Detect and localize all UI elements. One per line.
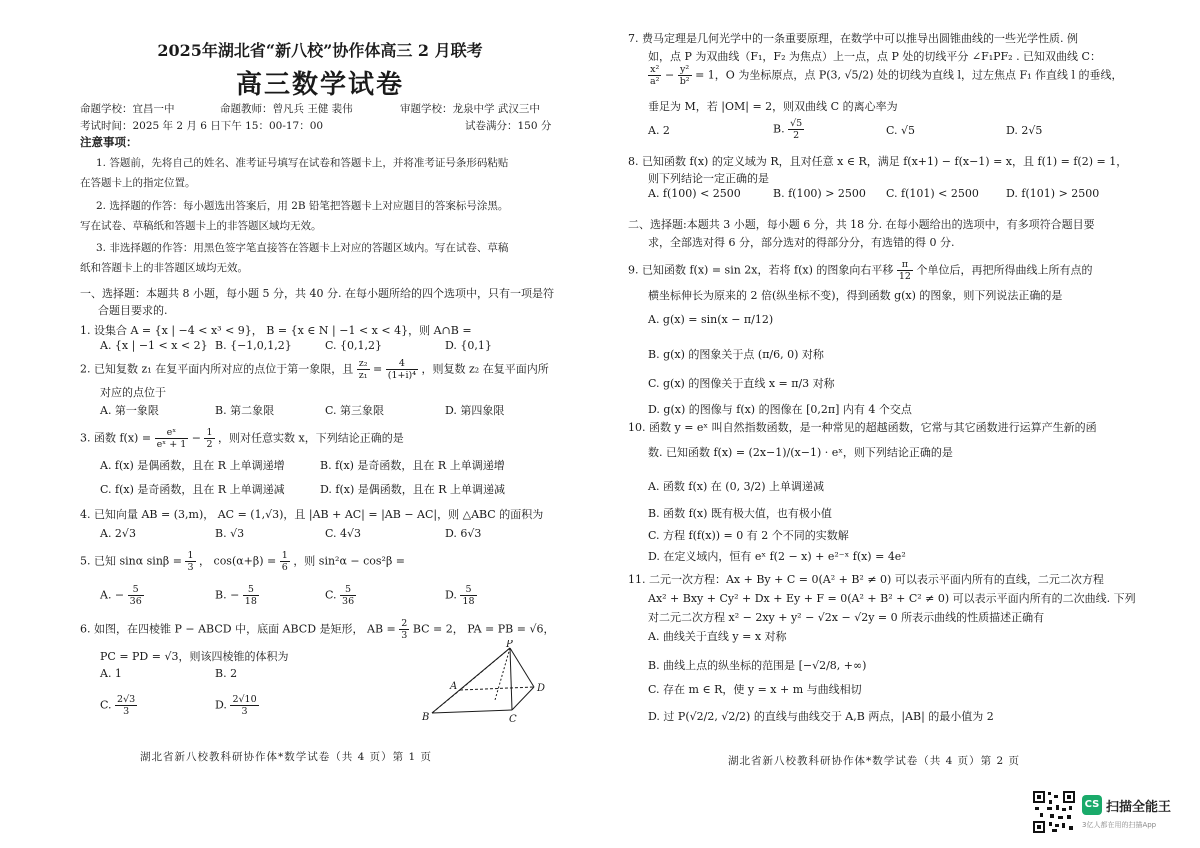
q6-stem-cont: PC = PD = √3，则该四棱锥的体积为: [100, 650, 289, 663]
note-1a: 1. 答题前，先将自己的姓名、准考证号填写在试卷和答题卡上，并将准考证号条形码粘贴: [96, 157, 509, 169]
q5-option-c: C. $\frac{5}{36}$: [325, 584, 355, 607]
q2-option-d: D. 第四象限: [445, 404, 505, 417]
scanner-app-tagline: 3亿人都在用的扫描App: [1082, 821, 1157, 829]
q6-option-a: A. 1: [100, 667, 122, 680]
q8-line1: 8. 已知函数 f(x) 的定义域为 R，且对任意 x ∈ R，满足 f(x+1) − f(x−1) = x，且 f(1) = f(2) = 1，: [628, 155, 1128, 168]
note-3b: 纸和答题卡上的非答题区域均无效。: [80, 262, 248, 274]
note-1b: 在答题卡上的指定位置。: [80, 177, 196, 189]
q3-option-d: D. f(x) 是偶函数，且在 R 上单调递减: [320, 483, 506, 496]
q4-option-d: D. 6√3: [445, 527, 482, 540]
q10-option-c: C. 方程 f(f(x)) = 0 有 2 个不同的实数解: [648, 529, 849, 542]
q2-stem: 2. 已知复数 z₁ 在复平面内所对应的点位于第一象限，且 $\frac{\text{z₂}}{\text{z₁}}$ = $\frac{4}{\text{(1+i)⁴}}$ ，则复数 z₂ 在复平面内所: [80, 358, 549, 381]
q5-option-b: B. − $\frac{5}{18}$: [215, 584, 257, 607]
q7-line2: 如，点 P 为双曲线（F₁，F₂ 为焦点）上一点，点 P 处的切线平分 ∠F₁PF₂ . 已知双曲线 C：: [648, 50, 1101, 63]
note-2b: 写在试卷、草稿纸和答题卡上的非答题区域均无效。: [80, 220, 322, 232]
exam-subtitle: 高三数学试卷: [235, 70, 404, 100]
q7-option-b: B. $\frac{√5}{2}$: [773, 118, 803, 141]
q9-option-d: D. g(x) 的图像与 f(x) 的图像在 [0,2π] 内有 4 个交点: [648, 403, 912, 416]
q4-option-c: C. 4√3: [325, 527, 362, 540]
q6-option-b: B. 2: [215, 667, 238, 680]
exam-title: 2025年湖北省“新八校”协作体高三 2 月联考: [157, 41, 483, 60]
q11-line1: 11. 二元一次方程：Ax + By + C = 0(A² + B² ≠ 0) 可以表示平面内所有的直线，二元二次方程: [628, 573, 1104, 586]
exam-page-1: [80, 0, 560, 848]
q6-option-c: C. $\frac{2√3}{3}$: [100, 694, 136, 717]
q1-option-b: B. {−1,0,1,2}: [215, 339, 292, 352]
q8-option-d: D. f(101) > 2500: [1006, 187, 1100, 200]
footer-page-1: 湖北省新八校教科研协作体*数学试卷（共 4 页）第 1 页: [140, 751, 432, 763]
q2-fraction-z: $\frac{\text{z₂}}{\text{z₁}}$: [358, 358, 368, 381]
q8-option-c: C. f(101) < 2500: [886, 187, 979, 200]
q11-option-c: C. 存在 m ∈ R，使 y = x + m 与曲线相切: [648, 683, 862, 696]
q11-line3: 对二元二次方程 x² − 2xy + y² − √2x − √2y = 0 所表示曲线的性质描述正确有: [648, 611, 1045, 624]
q5-option-a: A. − $\frac{5}{36}$: [100, 584, 142, 607]
exam-time: 考试时间：2025 年 2 月 6 日下午 15：00-17：00: [80, 120, 324, 132]
q2-fraction-value: $\frac{4}{\text{(1+i)⁴}}$: [387, 358, 417, 381]
full-score: 试卷满分：150 分: [465, 120, 552, 132]
q8-option-b: B. f(100) > 2500: [773, 187, 866, 200]
section-2-intro-cont: 求，全部选对得 6 分，部分选对的得部分分，有选错的得 0 分.: [648, 236, 955, 249]
q3-fraction-half: $\frac{1}{2}$: [206, 427, 213, 450]
q7-option-a: A. 2: [648, 124, 670, 137]
q2-option-b: B. 第二象限: [215, 404, 275, 417]
section-1-intro: 一、选择题：本题共 8 小题，每小题 5 分，共 40 分. 在每小题所给的四个选项中，只有一项是符: [80, 287, 554, 300]
q9-option-a: A. g(x) = sin(x − π/12): [648, 313, 774, 326]
q1-option-c: C. {0,1,2}: [325, 339, 383, 352]
q3-stem: 3. 函数 f(x) = $\frac{\text{eˣ}}{\text{eˣ + 1}}$ − $\frac{1}{2}$ ，则对任意实数 x，下列结论正确的是: [80, 427, 404, 450]
q1-stem: 1. 设集合 A = {x | −4 < x³ < 9}， B = {x ∈ N | −1 < x < 4}，则 A∩B =: [80, 324, 472, 337]
edge-pc: [510, 648, 512, 710]
q7-line3: $\frac{\text{x²}}{\text{a²}}$ − $\frac{\text{y²}}{\text{b²}}$ = 1，O 为坐标原点，点 P(3, √5/2) 处的切线为直线 l，过左焦点 F₁ 作直线 l 的垂线，: [650, 64, 1123, 87]
q3-option-b: B. f(x) 是奇函数，且在 R 上单调递增: [320, 459, 505, 472]
q5-stem: 5. 已知 sinα sinβ = $\frac{1}{3}$ ， cos(α+β) = $\frac{1}{6}$ ，则 sin²α − cos²β =: [80, 550, 406, 573]
q9-line2: 横坐标伸长为原来的 2 倍(纵坐标不变)，得到函数 g(x) 的图象，则下列说法正确的是: [648, 289, 1063, 302]
q1-option-d: D. {0,1}: [445, 339, 492, 352]
q10-option-a: A. 函数 f(x) 在 (0, 3/2) 上单调递减: [648, 480, 825, 493]
q10-option-b: B. 函数 f(x) 既有极大值，也有极小值: [648, 507, 832, 520]
q8-line2: 则下列结论一定正确的是: [648, 172, 769, 185]
exam-page-2: [628, 0, 1136, 848]
q11-line2: Ax² + Bxy + Cy² + Dx + Ey + F = 0(A² + B² + C² ≠ 0) 可以表示平面内所有的二次曲线. 下列: [648, 592, 1136, 605]
q4-option-a: A. 2√3: [100, 527, 136, 540]
q9-option-b: B. g(x) 的图象关于点 (π/6, 0) 对称: [648, 348, 824, 361]
q9-option-c: C. g(x) 的图像关于直线 x = π/3 对称: [648, 377, 835, 390]
q7-line4: 垂足为 M，若 |OM| = 2，则双曲线 C 的离心率为: [648, 100, 898, 113]
proposing-school: 命题学校：宜昌一中: [80, 103, 175, 115]
q7-line1: 7. 费马定理是几何光学中的一条重要原理，在数学中可以推导出圆锥曲线的一些光学性质. 例: [628, 32, 1078, 45]
scanner-app-name: 扫描全能王: [1106, 800, 1172, 815]
altitude-line: [495, 648, 510, 700]
q2-stem-cont: 对应的点位于: [100, 386, 166, 399]
q4-option-b: B. √3: [215, 527, 245, 540]
section-2-intro: 二、选择题:本题共 3 小题，每小题 6 分，共 18 分. 在每小题给出的选项中，有多项符合题目要: [628, 218, 1095, 231]
q6-stem: 6. 如图，在四棱锥 P − ABCD 中，底面 ABCD 是矩形， AB = $\frac{2}{3}$ BC = 2， PA = PB = √6，: [80, 618, 555, 641]
edge-ad: [460, 687, 534, 690]
label-p: P: [506, 640, 513, 650]
q4-stem: 4. 已知向量 AB = (3,m)， AC = (1,√3)，且 |AB + AC| = |AB − AC|，则 △ABC 的面积为: [80, 508, 544, 521]
q1-option-a: A. {x | −1 < x < 2}: [100, 339, 208, 352]
pyramid-figure: [420, 640, 555, 725]
q2-option-c: C. 第三象限: [325, 404, 385, 417]
q7-option-d: D. 2√5: [1006, 124, 1043, 137]
section-1-intro-cont: 合题目要求的.: [98, 304, 168, 317]
label-c: C: [509, 714, 517, 725]
label-a: A: [450, 681, 458, 692]
q10-line2: 数. 已知函数 f(x) = (2x−1)/(x−1) · eˣ，则下列结论正确的是: [648, 446, 953, 459]
q2-option-a: A. 第一象限: [100, 404, 159, 417]
label-d: D: [537, 683, 546, 694]
q3-option-a: A. f(x) 是偶函数，且在 R 上单调递增: [100, 459, 285, 472]
camscanner-logo-icon: CS: [1082, 795, 1102, 815]
label-b: B: [422, 712, 430, 723]
note-3a: 3. 非选择题的作答：用黑色签字笔直接答在答题卡上对应的答题区域内。写在试卷、草稿: [96, 242, 509, 254]
q6-option-d: D. $\frac{2√10}{3}$: [215, 694, 257, 717]
q9-line1: 9. 已知函数 f(x) = sin 2x，若将 f(x) 的图象向右平移 $\frac{\pi}{12}$ 个单位后，再把所得曲线上所有点的: [628, 259, 1093, 282]
q10-option-d: D. 在定义域内，恒有 eˣ f(2 − x) + e²⁻ˣ f(x) = 4e²: [648, 550, 906, 563]
edge-cd: [512, 687, 534, 710]
q3-option-c: C. f(x) 是奇函数，且在 R 上单调递减: [100, 483, 285, 496]
q11-option-d: D. 过 P(√2/2, √2/2) 的直线与曲线交于 A,B 两点，|AB| 的最小值为 2: [648, 710, 994, 723]
reviewing-schools: 审题学校：龙泉中学 武汉三中: [400, 103, 540, 115]
q10-line1: 10. 函数 y = eˣ 叫自然指数函数，是一种常见的超越函数，它常与其它函数进行运算产生新的函: [628, 421, 1097, 434]
proposers: 命题教师：曾凡兵 王健 裴伟: [220, 103, 353, 115]
edge-bc: [432, 710, 512, 713]
edge-pd: [510, 648, 534, 687]
footer-page-2: 湖北省新八校教科研协作体*数学试卷（共 4 页）第 2 页: [728, 755, 1020, 767]
q11-option-b: B. 曲线上点的纵坐标的范围是 [−√2/8, +∞): [648, 659, 867, 672]
q7-option-c: C. √5: [886, 124, 916, 137]
notes-heading: 注意事项：: [80, 135, 138, 149]
qr-code-icon: [1032, 790, 1076, 834]
q3-fraction-exp: $\frac{\text{eˣ}}{\text{eˣ + 1}}$: [156, 427, 187, 450]
note-2a: 2. 选择题的作答：每小题选出答案后，用 2B 铅笔把答题卡上对应题目的答案标号涂黑。: [96, 200, 509, 212]
q5-option-d: D. $\frac{5}{18}$: [445, 584, 475, 607]
q8-option-a: A. f(100) < 2500: [648, 187, 741, 200]
q11-option-a: A. 曲线关于直线 y = x 对称: [648, 630, 787, 643]
